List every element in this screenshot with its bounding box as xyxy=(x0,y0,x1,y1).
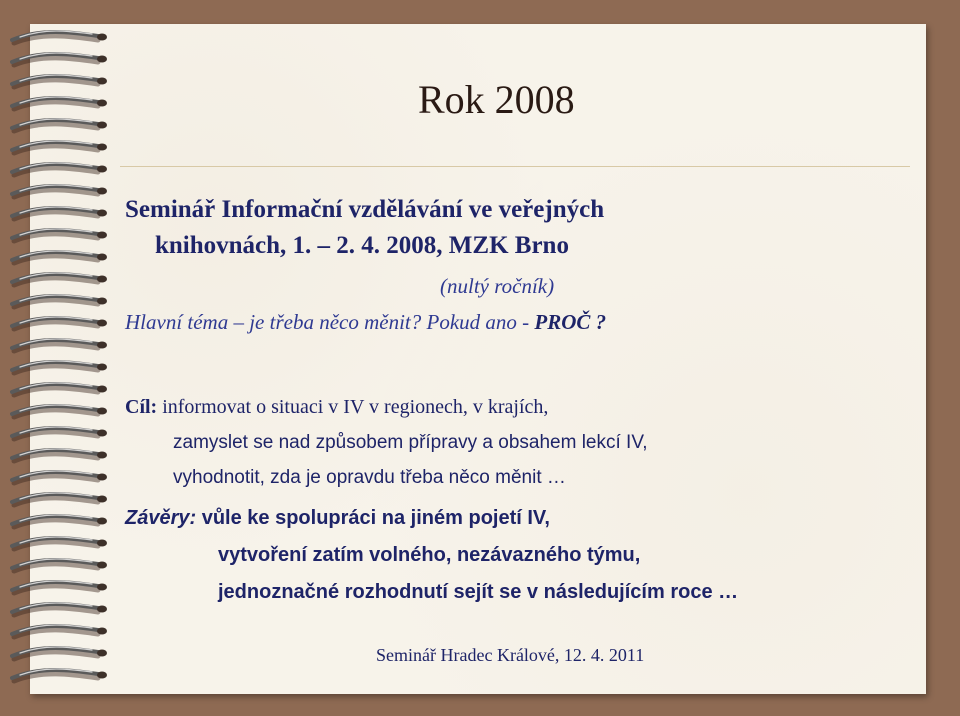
spiral-ring-icon xyxy=(12,229,107,241)
spiral-ring-icon xyxy=(12,295,107,307)
spiral-ring-icon xyxy=(12,537,107,549)
spiral-ring-icon xyxy=(12,163,107,175)
spiral-ring-icon xyxy=(12,75,107,87)
spiral-ring-icon xyxy=(12,207,107,219)
spiral-ring-icon xyxy=(12,427,107,439)
conclusions-line2: vytvoření zatím volného, nezávazného týmu, xyxy=(218,544,641,566)
spiral-ring-icon xyxy=(12,515,107,527)
spiral-ring-icon xyxy=(12,317,107,329)
main-theme-emphasis: PROČ ? xyxy=(534,310,607,334)
spiral-ring-icon xyxy=(12,53,107,65)
spiral-ring-icon xyxy=(12,559,107,571)
goal-line1: informovat o situaci v IV v regionech, v krajích, xyxy=(157,396,549,418)
spiral-ring-icon xyxy=(12,669,107,681)
goal-label: Cíl: xyxy=(125,396,158,418)
spiral-ring-icon xyxy=(12,185,107,197)
spiral-ring-icon xyxy=(12,647,107,659)
conclusions-label: Závěry: xyxy=(125,507,197,529)
spiral-ring-icon xyxy=(12,581,107,593)
spiral-ring-icon xyxy=(12,449,107,461)
spiral-ring-icon xyxy=(12,273,107,285)
title-divider xyxy=(120,166,910,167)
spiral-ring-icon xyxy=(12,251,107,263)
spiral-ring-icon xyxy=(12,625,107,637)
slide-footer: Seminář Hradec Králové, 12. 4. 2011 xyxy=(376,645,645,665)
spiral-ring-icon xyxy=(12,339,107,351)
spiral-ring-icon xyxy=(12,383,107,395)
slide-title: Rok 2008 xyxy=(418,77,575,122)
seminar-heading xyxy=(125,192,825,264)
spiral-ring-icon xyxy=(12,119,107,131)
spiral-ring-icon xyxy=(12,141,107,153)
spiral-ring-icon xyxy=(12,97,107,109)
spiral-ring-icon xyxy=(12,361,107,373)
conclusions-line1: vůle ke spolupráci na jiném pojetí IV, xyxy=(196,507,550,529)
seminar-heading-line2: knihovnách, 1. – 2. 4. 2008, MZK Brno xyxy=(155,232,569,259)
spiral-ring-icon xyxy=(12,471,107,483)
seminar-subtitle: (nultý ročník) xyxy=(440,274,555,298)
spiral-ring-icon xyxy=(12,493,107,505)
spiral-binding-icon xyxy=(6,20,116,700)
conclusions-block xyxy=(125,500,885,611)
spiral-ring-icon xyxy=(12,405,107,417)
conclusions-line3: jednoznačné rozhodnutí sejít se v následujícím roce … xyxy=(218,581,739,603)
main-theme xyxy=(125,310,606,335)
spiral-ring-icon xyxy=(12,603,107,615)
goal-line2: zamyslet se nad způsobem přípravy a obsahem lekcí IV, xyxy=(173,432,648,453)
seminar-heading-line1: Seminář Informační vzdělávání ve veřejných xyxy=(125,196,605,223)
goal-block xyxy=(125,390,845,495)
spiral-ring-icon xyxy=(12,31,107,43)
goal-line3: vyhodnotit, zda je opravdu třeba něco měnit … xyxy=(173,467,566,488)
main-theme-text: Hlavní téma – je třeba něco měnit? Pokud ano - xyxy=(125,310,535,334)
